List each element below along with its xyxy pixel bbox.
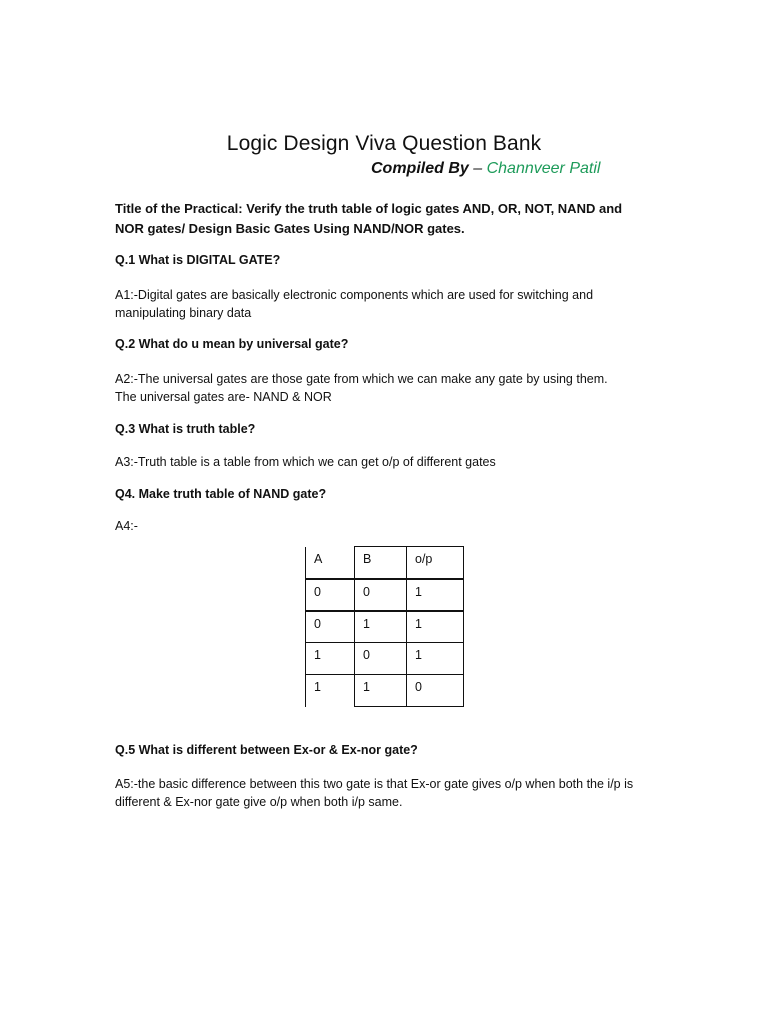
truth-table-cell-output: 1 bbox=[407, 643, 464, 675]
practical-title: Title of the Practical: Verify the truth table of logic gates AND, OR, NOT, NAND and NOR gates/ Design Basic Gates Using NAND/NOR gates. bbox=[115, 201, 623, 236]
answer-2-line-2: The universal gates are- NAND & NOR bbox=[115, 390, 332, 404]
truth-table-cell-b: 1 bbox=[355, 675, 407, 707]
truth-table-cell-b: 0 bbox=[355, 643, 407, 675]
truth-table-header-output: o/p bbox=[407, 547, 464, 579]
compiled-by-line bbox=[371, 160, 600, 178]
truth-table-cell-a: 0 bbox=[306, 579, 355, 611]
truth-table-cell-output: 1 bbox=[407, 579, 464, 611]
truth-table-row bbox=[306, 675, 464, 707]
answer-5: A5:-the basic difference between this two gate is that Ex-or gate gives o/p when both the i/p is different & Ex-nor gate give o/p when both i/p same. bbox=[115, 777, 634, 809]
author-name: Channveer Patil bbox=[486, 160, 601, 177]
truth-table-row bbox=[306, 643, 464, 675]
truth-table-cell-output: 1 bbox=[407, 611, 464, 643]
truth-table-cell-a: 0 bbox=[306, 611, 355, 643]
question-4: Q4. Make truth table of NAND gate? bbox=[115, 487, 327, 501]
answer-3: A3:-Truth table is a table from which we can get o/p of different gates bbox=[115, 455, 496, 469]
answer-4: A4:- bbox=[115, 519, 138, 533]
answer-1: A1:-Digital gates are basically electronic components which are used for switching and manipulating binary data bbox=[115, 288, 594, 320]
truth-table-cell-a: 1 bbox=[306, 643, 355, 675]
compiled-by-label: Compiled By bbox=[371, 160, 469, 177]
question-3: Q.3 What is truth table? bbox=[115, 422, 256, 436]
truth-table-cell-b: 1 bbox=[355, 611, 407, 643]
compiled-by-separator: – bbox=[468, 160, 487, 177]
question-2: Q.2 What do u mean by universal gate? bbox=[115, 337, 349, 351]
nand-truth-table bbox=[305, 546, 464, 707]
truth-table-header-row bbox=[306, 547, 464, 579]
truth-table-row bbox=[306, 579, 464, 611]
answer-2-line-1: A2:-The universal gates are those gate from which we can make any gate by using them. bbox=[115, 372, 608, 386]
truth-table-header-a: A bbox=[306, 547, 355, 579]
question-1: Q.1 What is DIGITAL GATE? bbox=[115, 253, 281, 267]
truth-table-cell-output: 0 bbox=[407, 675, 464, 707]
truth-table-header-b: B bbox=[355, 547, 407, 579]
document-title: Logic Design Viva Question Bank bbox=[226, 132, 542, 155]
question-5: Q.5 What is different between Ex-or & Ex-nor gate? bbox=[115, 743, 418, 757]
truth-table-row bbox=[306, 611, 464, 643]
truth-table-cell-a: 1 bbox=[306, 675, 355, 707]
truth-table-cell-b: 0 bbox=[355, 579, 407, 611]
